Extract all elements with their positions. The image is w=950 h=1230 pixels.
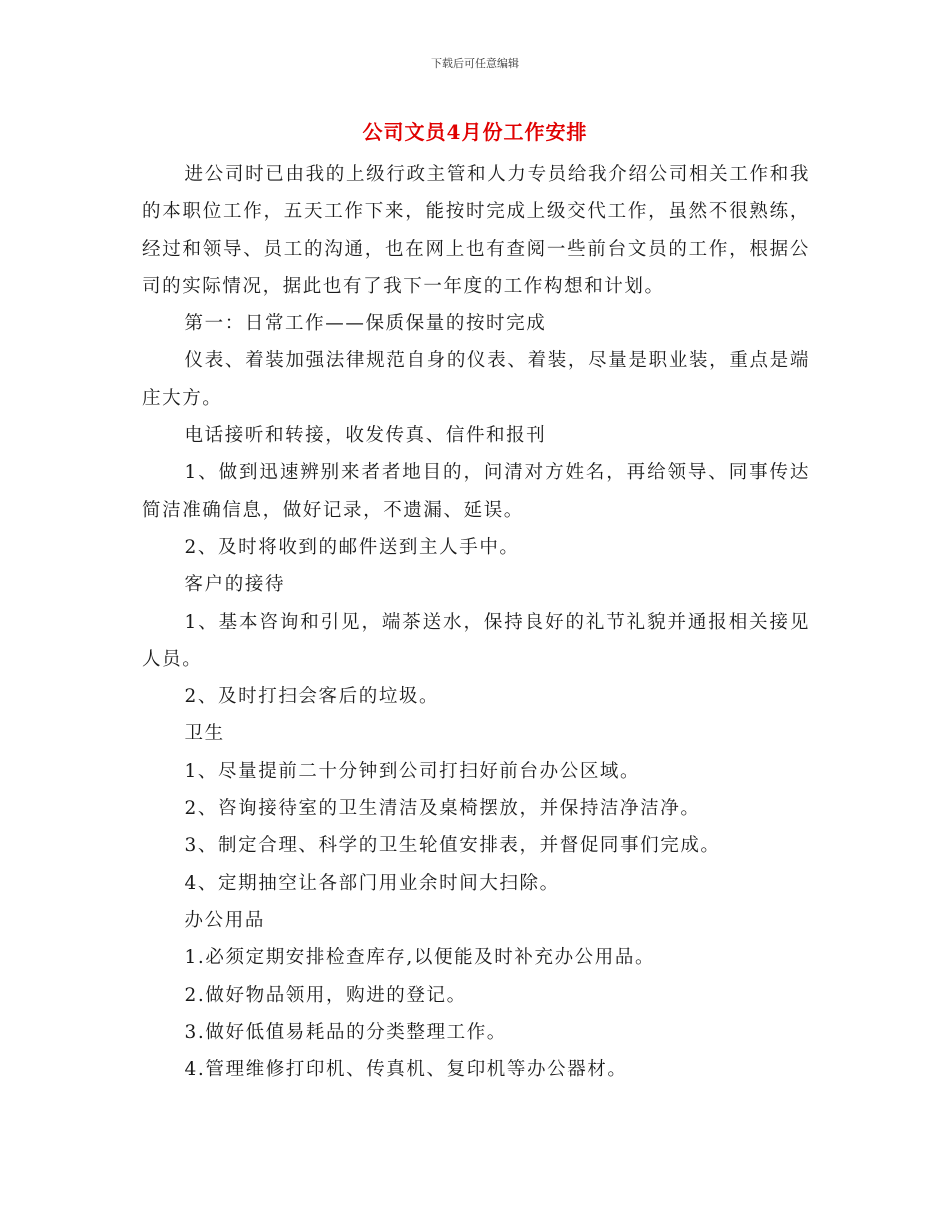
paragraph: 1、做到迅速辨别来者者地目的，问清对方姓名，再给领导、同事传达简洁准确信息，做好记录，不遗漏、延误。 [142, 462, 810, 521]
paragraph: 仪表、着装加强法律规范自身的仪表、着装，尽量是职业装，重点是端庄大方。 [142, 350, 810, 409]
paragraph: 1.必须定期安排检查库存,以便能及时补充办公用品。 [184, 947, 656, 969]
paragraph: 2.做好物品领用，购进的登记。 [184, 984, 467, 1006]
paragraph: 1、尽量提前二十分钟到公司打扫好前台办公区域。 [184, 760, 641, 782]
paragraph: 办公用品 [184, 909, 265, 931]
paragraph: 3.做好低值易耗品的分类整理工作。 [184, 1021, 507, 1043]
paragraph: 4、定期抽空让各部门用业余时间大扫除。 [184, 872, 560, 894]
paragraph: 卫生 [184, 723, 225, 745]
paragraph: 2、咨询接待室的卫生清洁及桌椅摆放，并保持洁净洁净。 [184, 798, 701, 820]
paragraph: 3、制定合理、科学的卫生轮值安排表，并督促同事们完成。 [184, 835, 721, 857]
paragraph: 电话接听和转接，收发传真、信件和报刊 [184, 425, 547, 447]
header-note: 下载后可任意编辑 [431, 57, 519, 70]
paragraph: 进公司时已由我的上级行政主管和人力专员给我介绍公司相关工作和我的本职位工作，五天工作下来，能按时完成上级交代工作，虽然不很熟练，经过和领导、员工的沟通，也在网上也有查阅一些前台文员的工作，根据公司的实际情况，据此也有了我下一年度的工作构想和计划。 [142, 164, 810, 297]
paragraph: 第一：日常工作——保质保量的按时完成 [184, 313, 547, 335]
document-title: 公司文员4月份工作安排 [362, 120, 588, 144]
paragraph: 2、及时打扫会客后的垃圾。 [184, 686, 440, 708]
paragraph: 2、及时将收到的邮件送到主人手中。 [184, 536, 520, 558]
paragraph: 1、基本咨询和引见，端茶送水，保持良好的礼节礼貌并通报相关接见人员。 [142, 611, 810, 670]
document-body [142, 156, 810, 1088]
paragraph: 4.管理维修打印机、传真机、复印机等办公器材。 [184, 1059, 628, 1081]
paragraph: 客户的接待 [184, 574, 286, 596]
